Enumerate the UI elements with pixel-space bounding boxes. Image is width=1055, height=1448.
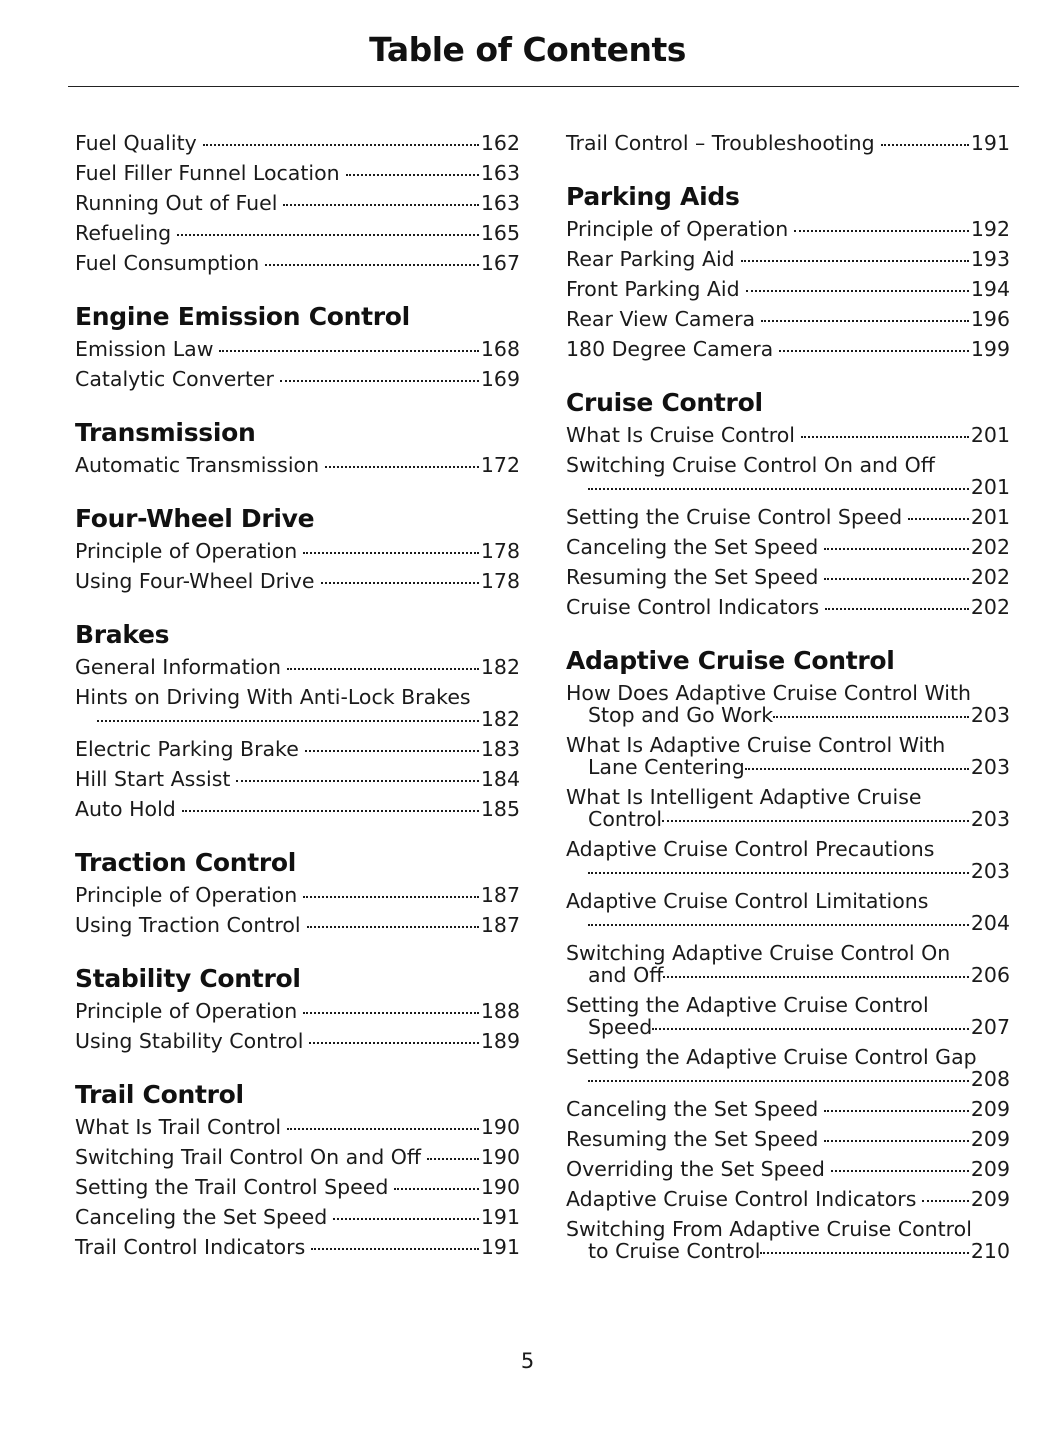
toc-entry-page: 203 — [970, 807, 1010, 831]
toc-entry[interactable] — [75, 334, 520, 364]
dot-leader — [773, 716, 969, 718]
toc-entry-label: Using Four-Wheel Drive — [75, 569, 315, 593]
toc-entry[interactable] — [566, 502, 1010, 532]
dot-leader — [588, 488, 969, 490]
toc-entry[interactable] — [75, 1172, 520, 1202]
dot-leader — [760, 1252, 968, 1254]
toc-entry-label: General Information — [75, 655, 281, 679]
dot-leader — [303, 896, 479, 898]
toc-entry-page: 182 — [480, 655, 520, 679]
toc-entry-page: 194 — [970, 277, 1010, 301]
toc-entry-label: Principle of Operation — [75, 539, 298, 563]
toc-entry-label: What Is Adaptive Cruise Control With — [566, 733, 946, 757]
toc-entry[interactable] — [566, 214, 1010, 244]
toc-entry-label-continued: and Off — [588, 963, 664, 987]
toc-entry-page: 203 — [970, 859, 1010, 883]
section-heading[interactable]: Engine Emission Control — [75, 302, 410, 331]
toc-entry-label: Refueling — [75, 221, 172, 245]
toc-entry-page: 209 — [970, 1157, 1010, 1181]
toc-entry-label: Emission Law — [75, 337, 214, 361]
toc-entry[interactable] — [566, 274, 1010, 304]
toc-entry-label: Cruise Control Indicators — [566, 595, 820, 619]
toc-entry-page: 209 — [970, 1187, 1010, 1211]
toc-entry-label: Trail Control – Troubleshooting — [566, 131, 875, 155]
dot-leader — [824, 1110, 969, 1112]
toc-entry-label: Setting the Cruise Control Speed — [566, 505, 903, 529]
section-heading[interactable]: Adaptive Cruise Control — [566, 646, 895, 675]
toc-entry-page: 190 — [480, 1115, 520, 1139]
toc-entry-label: Switching Adaptive Cruise Control On — [566, 941, 951, 965]
toc-entry[interactable] — [75, 566, 520, 596]
toc-entry-page: 210 — [970, 1239, 1010, 1263]
toc-entry-page: 202 — [970, 595, 1010, 619]
toc-entry[interactable] — [75, 1142, 520, 1172]
dot-leader — [236, 780, 478, 782]
toc-entry-label: Rear View Camera — [566, 307, 756, 331]
toc-entry[interactable] — [75, 158, 520, 188]
toc-entry[interactable] — [75, 536, 520, 566]
toc-entry-page: 203 — [970, 703, 1010, 727]
dot-leader — [824, 548, 969, 550]
page-number: 5 — [520, 1349, 535, 1373]
toc-entry-page: 190 — [480, 1175, 520, 1199]
toc-entry-page: 187 — [480, 913, 520, 937]
section-heading[interactable]: Four-Wheel Drive — [75, 504, 315, 533]
dot-leader — [908, 518, 969, 520]
dot-leader — [280, 380, 479, 382]
toc-entry-label-continued: Stop and Go Work — [588, 703, 774, 727]
toc-entry-page: 162 — [480, 131, 520, 155]
dot-leader — [97, 720, 479, 722]
toc-entry[interactable] — [566, 886, 1010, 938]
dot-leader — [305, 750, 479, 752]
toc-entry-page: 203 — [970, 755, 1010, 779]
dot-leader — [761, 320, 969, 322]
toc-entry-label: Canceling the Set Speed — [566, 1097, 819, 1121]
toc-entry[interactable] — [566, 1094, 1010, 1124]
dot-leader — [741, 260, 969, 262]
toc-entry[interactable] — [566, 128, 1010, 158]
toc-entry-label-continued: Lane Centering — [588, 755, 745, 779]
toc-entry-page: 163 — [480, 191, 520, 215]
toc-entry-page: 183 — [480, 737, 520, 761]
toc-entry-label: Automatic Transmission — [75, 453, 320, 477]
toc-entry-label: Using Stability Control — [75, 1029, 304, 1053]
toc-column-right — [566, 128, 1010, 1266]
dot-leader — [321, 582, 479, 584]
section-heading[interactable]: Traction Control — [75, 848, 297, 877]
toc-entry-page: 206 — [970, 963, 1010, 987]
toc-entry-label-continued: to Cruise Control — [588, 1239, 761, 1263]
toc-entry-label: Using Traction Control — [75, 913, 301, 937]
toc-entry[interactable] — [75, 218, 520, 248]
toc-entry-label: Principle of Operation — [75, 883, 298, 907]
toc-entry-label: Fuel Consumption — [75, 251, 260, 275]
toc-entry-label: Catalytic Converter — [75, 367, 274, 391]
dot-leader — [427, 1158, 479, 1160]
toc-entry-page: 185 — [480, 797, 520, 821]
toc-entry-label: Fuel Filler Funnel Location — [75, 161, 340, 185]
page-title: Table of Contents — [369, 30, 686, 69]
dot-leader — [394, 1188, 478, 1190]
toc-entry-label: 180 Degree Camera — [566, 337, 774, 361]
toc-entry-page: 202 — [970, 535, 1010, 559]
toc-entry[interactable] — [566, 304, 1010, 334]
toc-entry-page: 207 — [970, 1015, 1010, 1039]
dot-leader — [303, 552, 479, 554]
dot-leader — [779, 350, 969, 352]
toc-entry-page: 178 — [480, 539, 520, 563]
dot-leader — [652, 1028, 969, 1030]
dot-leader — [265, 264, 479, 266]
toc-entry-page: 169 — [480, 367, 520, 391]
toc-entry-label: Overriding the Set Speed — [566, 1157, 825, 1181]
toc-entry-page: 193 — [970, 247, 1010, 271]
toc-entry[interactable] — [75, 794, 520, 824]
toc-entry-page: 168 — [480, 337, 520, 361]
toc-entry-page: 201 — [970, 475, 1010, 499]
toc-entry-label: Resuming the Set Speed — [566, 565, 819, 589]
toc-entry-label-continued: Speed — [588, 1015, 653, 1039]
dot-leader — [824, 1140, 968, 1142]
toc-entry-label-continued: Control — [588, 807, 663, 831]
toc-entry[interactable] — [566, 938, 1010, 990]
toc-entry[interactable] — [566, 678, 1010, 730]
dot-leader — [311, 1248, 479, 1250]
toc-entry[interactable] — [75, 1026, 520, 1056]
dot-leader — [307, 926, 479, 928]
toc-entry[interactable] — [566, 1042, 1010, 1094]
dot-leader — [303, 1012, 479, 1014]
toc-entry-label: What Is Intelligent Adaptive Cruise — [566, 785, 922, 809]
toc-entry-label: Principle of Operation — [75, 999, 298, 1023]
toc-entry[interactable] — [75, 450, 520, 480]
toc-entry-label: Resuming the Set Speed — [566, 1127, 819, 1151]
toc-entry[interactable] — [75, 364, 520, 394]
toc-entry-label: Running Out of Fuel — [75, 191, 278, 215]
toc-entry[interactable] — [566, 532, 1010, 562]
toc-entry-page: 182 — [480, 707, 520, 731]
toc-entry[interactable] — [75, 248, 520, 278]
toc-entry[interactable] — [566, 990, 1010, 1042]
toc-entry-label: Setting the Adaptive Cruise Control — [566, 993, 929, 1017]
toc-entry[interactable] — [566, 834, 1010, 886]
dot-leader — [745, 768, 969, 770]
dot-leader — [922, 1200, 968, 1202]
toc-entry-page: 178 — [480, 569, 520, 593]
toc-entry-label: Trail Control Indicators — [75, 1235, 306, 1259]
toc-entry-label: Auto Hold — [75, 797, 176, 821]
toc-entry-label: Adaptive Cruise Control Indicators — [566, 1187, 917, 1211]
section-heading[interactable]: Stability Control — [75, 964, 301, 993]
toc-entry[interactable] — [75, 1112, 520, 1142]
toc-entry[interactable] — [75, 880, 520, 910]
toc-entry[interactable] — [566, 1214, 1010, 1266]
toc-entry-label: How Does Adaptive Cruise Control With — [566, 681, 972, 705]
toc-entry-label: Hints on Driving With Anti-Lock Brakes — [75, 685, 471, 709]
dot-leader — [203, 144, 479, 146]
toc-entry[interactable] — [566, 592, 1010, 622]
toc-entry-label: Switching Cruise Control On and Off — [566, 453, 935, 477]
toc-entry-label: Electric Parking Brake — [75, 737, 299, 761]
dot-leader — [182, 810, 479, 812]
toc-entry-page: 199 — [970, 337, 1010, 361]
section-heading[interactable]: Parking Aids — [566, 182, 740, 211]
dot-leader — [309, 1042, 478, 1044]
toc-entry[interactable] — [566, 562, 1010, 592]
dot-leader — [794, 230, 969, 232]
toc-entry-label: Adaptive Cruise Control Limitations — [566, 889, 929, 913]
toc-column-left — [75, 128, 520, 1262]
toc-entry[interactable] — [75, 764, 520, 794]
toc-entry[interactable] — [75, 188, 520, 218]
toc-entry[interactable] — [566, 1184, 1010, 1214]
toc-entry-label: Rear Parking Aid — [566, 247, 735, 271]
toc-entry-page: 189 — [480, 1029, 520, 1053]
toc-entry-label: Fuel Quality — [75, 131, 197, 155]
toc-entry-page: 204 — [970, 911, 1010, 935]
dot-leader — [325, 466, 479, 468]
toc-entry-page: 209 — [970, 1097, 1010, 1121]
dot-leader — [588, 1080, 969, 1082]
dot-leader — [346, 174, 479, 176]
toc-entry-label: Principle of Operation — [566, 217, 789, 241]
toc-entry-page: 192 — [970, 217, 1010, 241]
dot-leader — [283, 204, 478, 206]
toc-entry-page: 188 — [480, 999, 520, 1023]
toc-entry-label: What Is Cruise Control — [566, 423, 795, 447]
toc-entry[interactable] — [75, 734, 520, 764]
toc-entry[interactable] — [566, 334, 1010, 364]
toc-entry-label: Hill Start Assist — [75, 767, 231, 791]
toc-entry-label: Adaptive Cruise Control Precautions — [566, 837, 935, 861]
toc-entry-page: 191 — [480, 1205, 520, 1229]
toc-entry-page: 167 — [480, 251, 520, 275]
dot-leader — [287, 668, 479, 670]
toc-entry-label: Setting the Trail Control Speed — [75, 1175, 389, 1199]
toc-entry[interactable] — [75, 128, 520, 158]
toc-entry-page: 209 — [970, 1127, 1010, 1151]
dot-leader — [333, 1218, 479, 1220]
toc-entry[interactable] — [75, 682, 520, 734]
toc-entry[interactable] — [75, 1202, 520, 1232]
toc-entry[interactable] — [566, 244, 1010, 274]
toc-entry-page: 172 — [480, 453, 520, 477]
toc-entry[interactable] — [566, 450, 1010, 502]
title-divider — [68, 86, 1019, 87]
dot-leader — [588, 872, 969, 874]
dot-leader — [881, 144, 969, 146]
dot-leader — [825, 608, 969, 610]
toc-entry-label: Canceling the Set Speed — [75, 1205, 328, 1229]
toc-group-fuel — [75, 128, 520, 278]
dot-leader — [588, 924, 969, 926]
section-heading[interactable]: Cruise Control — [566, 388, 763, 417]
toc-entry[interactable] — [75, 652, 520, 682]
dot-leader — [746, 290, 969, 292]
toc-entry[interactable] — [566, 420, 1010, 450]
toc-entry-page: 196 — [970, 307, 1010, 331]
dot-leader — [177, 234, 479, 236]
toc-entry-page: 201 — [970, 423, 1010, 447]
toc-entry[interactable] — [566, 782, 1010, 834]
toc-entry-page: 190 — [480, 1145, 520, 1169]
section-heading[interactable]: Transmission — [75, 418, 256, 447]
section-heading[interactable]: Trail Control — [75, 1080, 244, 1109]
toc-entry-label: Canceling the Set Speed — [566, 535, 819, 559]
toc-entry[interactable] — [75, 1232, 520, 1262]
dot-leader — [662, 820, 969, 822]
toc-entry[interactable] — [566, 730, 1010, 782]
dot-leader — [663, 976, 969, 978]
dot-leader — [824, 578, 968, 580]
toc-entry-page: 184 — [480, 767, 520, 791]
toc-entry[interactable] — [566, 1124, 1010, 1154]
toc-entry-label: Setting the Adaptive Cruise Control Gap — [566, 1045, 977, 1069]
toc-entry-label: Front Parking Aid — [566, 277, 740, 301]
toc-entry-label: Switching From Adaptive Cruise Control — [566, 1217, 972, 1241]
toc-entry[interactable] — [566, 1154, 1010, 1184]
dot-leader — [801, 436, 969, 438]
toc-entry-page: 165 — [480, 221, 520, 245]
toc-entry-page: 201 — [970, 505, 1010, 529]
toc-entry-page: 208 — [970, 1067, 1010, 1091]
dot-leader — [287, 1128, 479, 1130]
toc-entry-label: Switching Trail Control On and Off — [75, 1145, 422, 1169]
toc-entry-page: 191 — [480, 1235, 520, 1259]
toc-entry-page: 202 — [970, 565, 1010, 589]
dot-leader — [219, 350, 478, 352]
toc-entry[interactable] — [75, 996, 520, 1026]
toc-entry[interactable] — [75, 910, 520, 940]
toc-entry-page: 191 — [970, 131, 1010, 155]
toc-entry-label: What Is Trail Control — [75, 1115, 282, 1139]
toc-entry-page: 187 — [480, 883, 520, 907]
dot-leader — [831, 1170, 969, 1172]
toc-entry-page: 163 — [480, 161, 520, 185]
section-heading[interactable]: Brakes — [75, 620, 170, 649]
